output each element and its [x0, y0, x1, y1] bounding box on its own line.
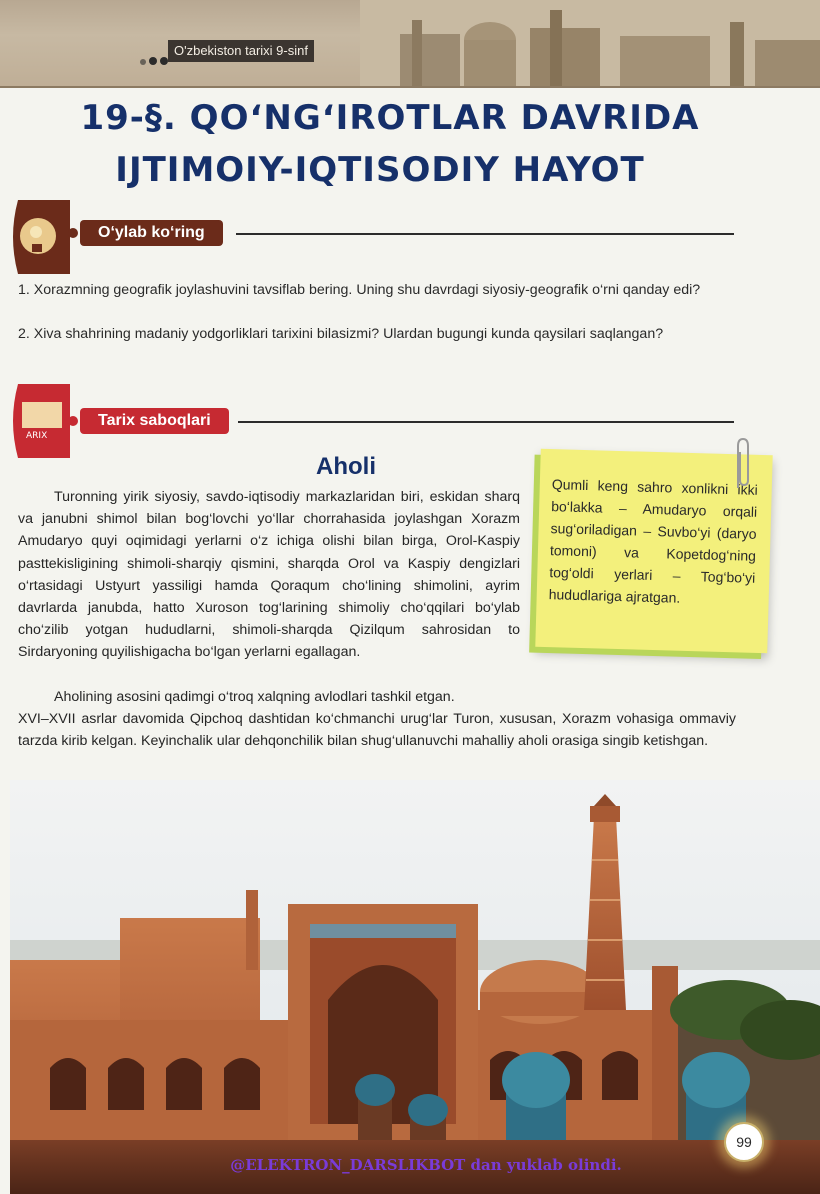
book-title: O'zbekiston tarixi 9-sinf: [168, 40, 314, 62]
section-bullet: [68, 416, 78, 426]
history-book-icon: [8, 380, 70, 462]
question-1: 1. Xorazmning geografik joylashuvini tavsiflab bering. Uning shu davrdagi siyosiy-geografik o‘rni qanday edi?: [18, 282, 701, 298]
sticky-note-text: Qumli keng sahro xonlikni ikki bo‘lakka – Amudaryo orqali sug‘oriladigan – Suvbo‘yi (daryo tomoni) va Kopetdog‘ning tog‘oldi yerlari – Tog‘bo‘yi hududlariga ajratgan.: [548, 476, 758, 606]
chapter-title-line2: IJTIMOIY-IQTISODIY HAYOT: [115, 150, 645, 190]
page-number: 99: [724, 1122, 764, 1162]
header-divider: [0, 86, 820, 88]
chapter-title-line1: 19-§. QO‘NG‘IROTLAR DAVRIDA: [80, 98, 700, 138]
subheading-aholi: Aholi: [316, 453, 376, 480]
city-skyline-image: [360, 0, 820, 88]
khiva-city-photo: [10, 780, 820, 1194]
section-bullet: [68, 228, 78, 238]
section-rule: [236, 233, 734, 235]
download-source-footer[interactable]: @ELEKTRON_DARSLIKBOT dan yuklab olindi.: [230, 1156, 622, 1174]
history-book-icon-text: ARIX: [26, 431, 48, 441]
header-dots-decoration: [140, 52, 171, 70]
paragraph-1: Turonning yirik siyosiy, savdo-iqtisodiy markazlaridan biri, eskidan sharq va janubni shimol bilan bog‘lovchi yo‘llar chorrahasida joylashgan Xorazm Amudaryo quyi oqimidagi yerlarni o‘z ichiga olishi bilan birga, Orol-Kaspiy pasttekisligining shimoli-sharqiy qismini, sharqda Orol va Kaspiy dengizlari o‘rtasidagi Ustyurt yassiligi hamda Qoraqum cho‘lining shimolini, ayrim davrlarda janubda, hatto Xuroson tog‘larining shimoliy cho‘qqilari bo‘ylab cho‘zilib yotgan hududlarni, shimoli-sharqda Qizilqum sahrosidan to Sirdaryoning quyilishigacha bo‘lgan yerlarni egallagan.: [18, 489, 520, 661]
page-header: [0, 0, 820, 88]
paperclip-icon: [730, 436, 754, 492]
lightbulb-head-icon: [8, 196, 70, 278]
paragraph-2-first-line: Aholining asosini qadimgi o‘troq xalqning avlodlari tashkil etgan.: [54, 689, 455, 705]
section-rule: [238, 421, 734, 423]
chapter-title: [0, 92, 820, 196]
question-2: 2. Xiva shahrining madaniy yodgorliklari tarixini bilasizmi? Ulardan bugungi kunda qaysilari saqlangan?: [18, 326, 664, 342]
section-think-label: O‘ylab ko‘ring: [80, 220, 223, 246]
paragraph-2: XVI–XVII asrlar davomida Qipchoq dashtidan ko‘chmanchi urug‘lar Turon, xususan, Xorazm vohasiga ommaviy tarzda kirib kelgan. Keyinchalik ular dehqonchilik bilan shug‘ullanuvchi mahalliy aholi orasiga singib ketishgan.: [18, 711, 736, 750]
section-think-header: [0, 196, 820, 286]
section-lessons-label: Tarix saboqlari: [80, 408, 229, 434]
